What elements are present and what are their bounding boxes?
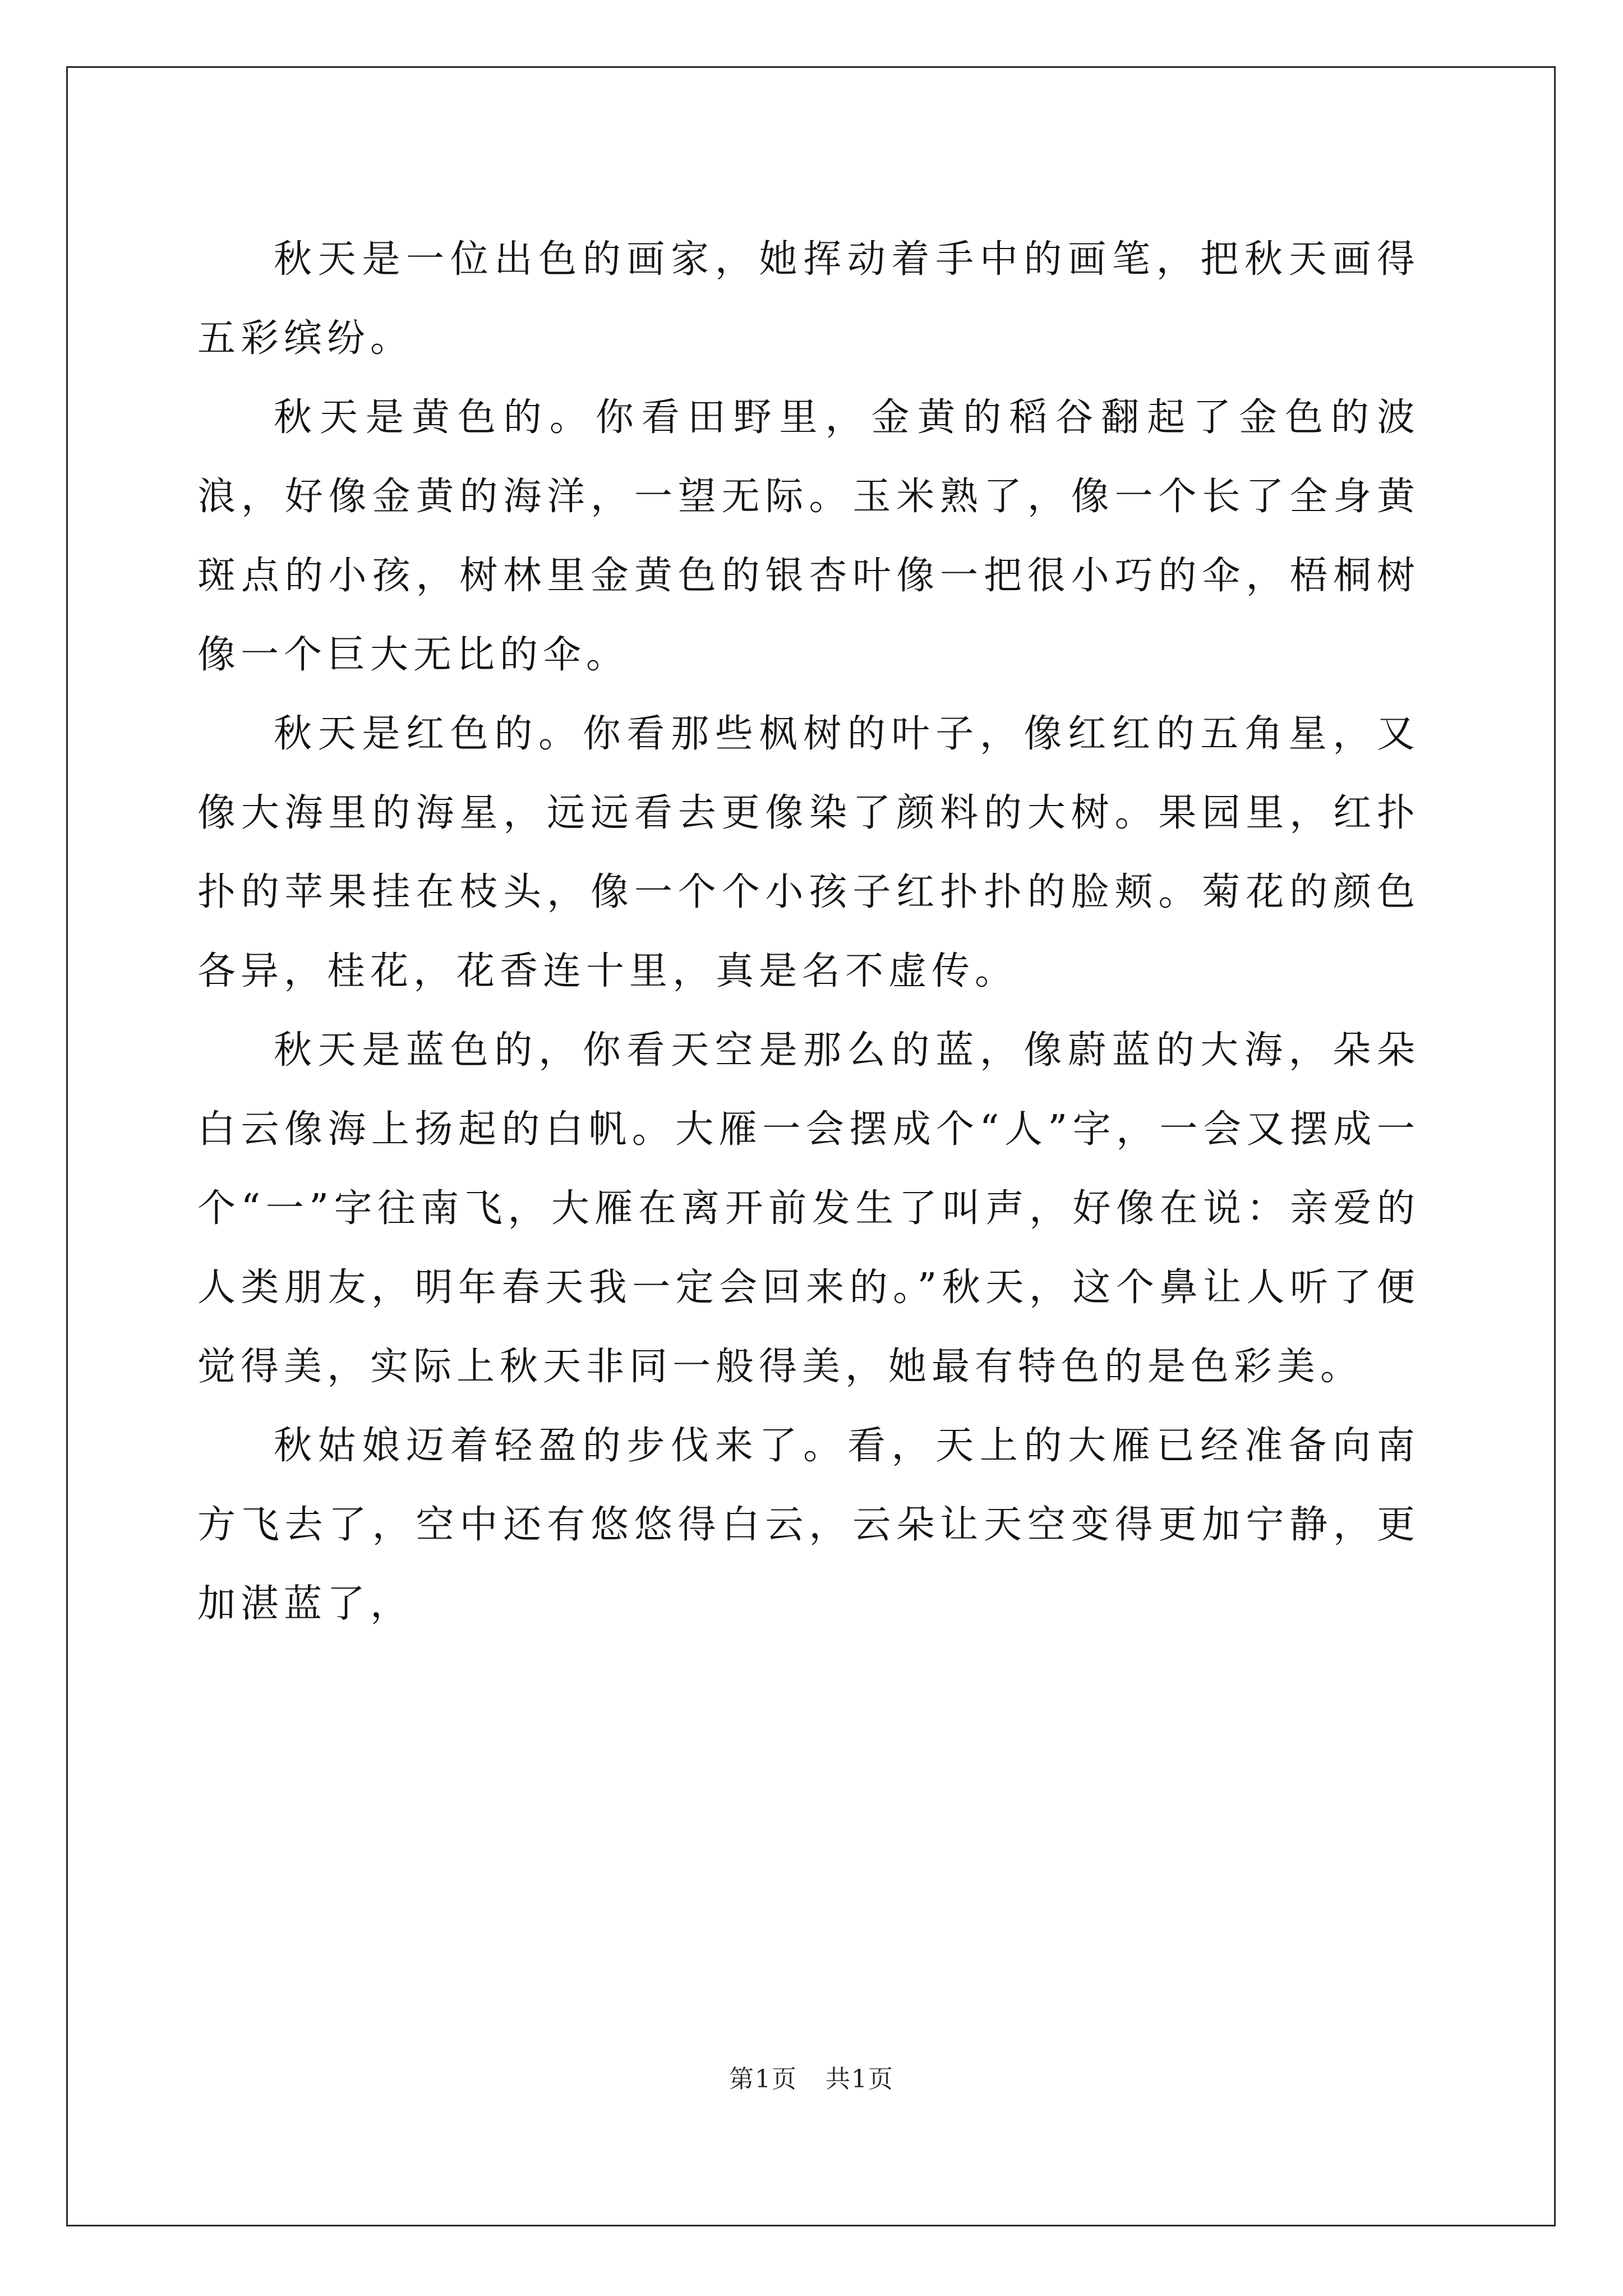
paragraph: 秋姑娘迈着轻盈的步伐来了。看，天上的大雁已经准备向南方飞去了，空中还有悠悠得白云，云朵让天空变得更加宁静，更加湛蓝了，	[197, 1424, 1420, 1626]
document-body	[197, 220, 1420, 1644]
page-footer	[0, 2059, 1623, 2095]
page-total: 共1页	[826, 2065, 894, 2093]
paragraph: 秋天是红色的。你看那些枫树的叶子，像红红的五角星，又像大海里的海星，远远看去更像染了颜料的大树。果园里，红扑扑的苹果挂在枝头，像一个个小孩子红扑扑的脸颊。菊花的颜色各异，桂花，花香连十里，真是名不虚传。	[197, 712, 1420, 993]
paragraph: 秋天是蓝色的，你看天空是那么的蓝，像蔚蓝的大海，朵朵白云像海上扬起的白帆。大雁一会摆成个“人”字，一会又摆成一个“一”字往南飞，大雁在离开前发生了叫声，好像在说：亲爱的人类朋友，明年春天我一定会回来的。”秋天，这个鼻让人听了便觉得美，实际上秋天非同一般得美，她最有特色的是色彩美。	[197, 1028, 1420, 1389]
page-number: 第1页	[729, 2065, 797, 2093]
paragraph: 秋天是一位出色的画家，她挥动着手中的画笔，把秋天画得五彩缤纷。	[197, 237, 1420, 361]
paragraph: 秋天是黄色的。你看田野里，金黄的稻谷翻起了金色的波浪，好像金黄的海洋，一望无际。玉米熟了，像一个长了全身黄斑点的小孩，树林里金黄色的银杏叶像一把很小巧的伞，梧桐树像一个巨大无比的伞。	[197, 395, 1420, 677]
